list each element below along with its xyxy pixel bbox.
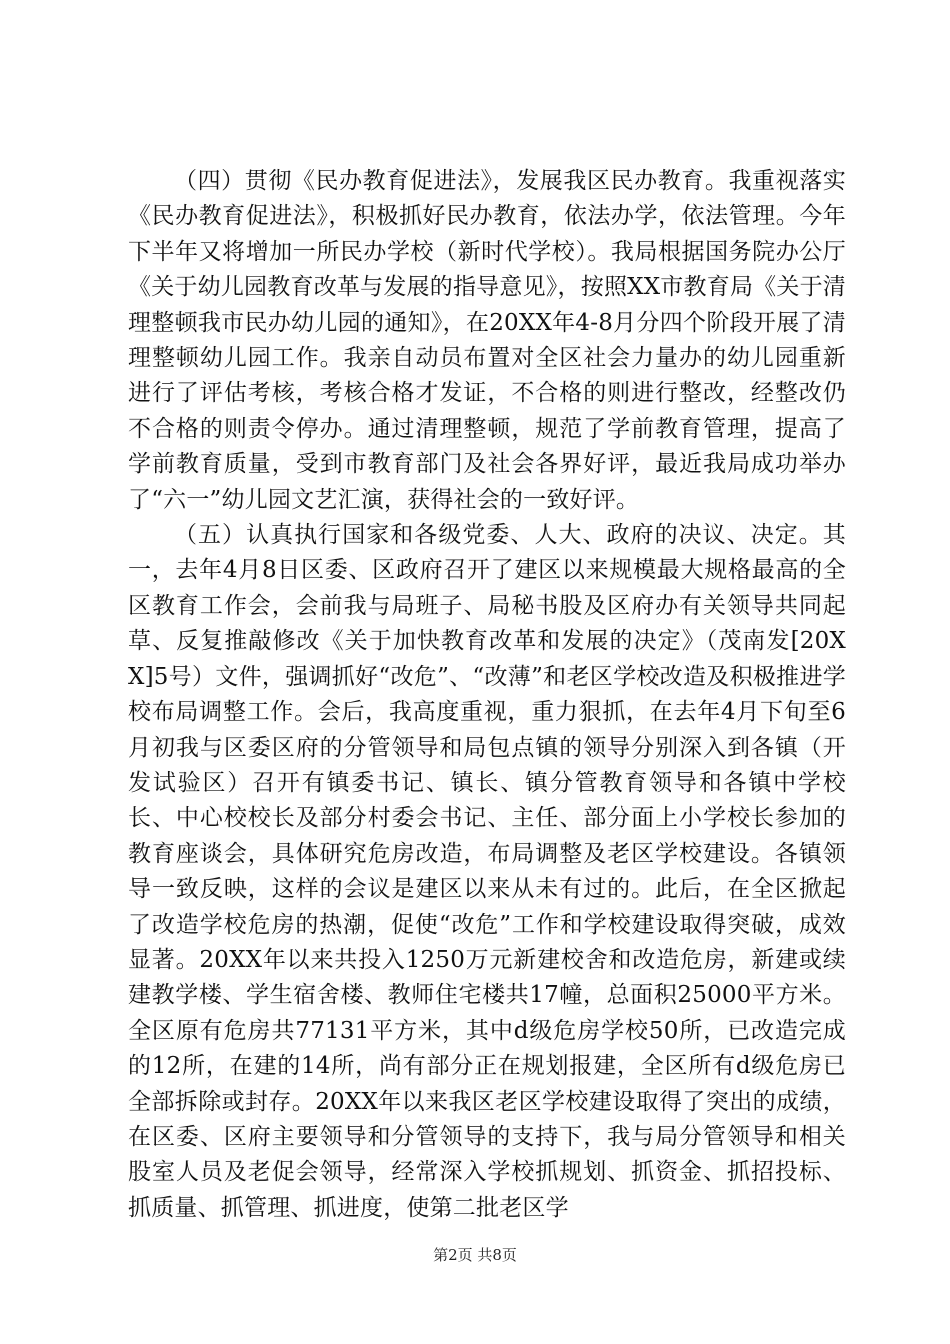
page-number-footer: 第2页 共8页	[433, 1246, 517, 1264]
paragraph-section-four: （四）贯彻《民办教育促进法》，发展我区民办教育。我重视落实《民办教育促进法》，积极抓好民办教育，依法办学，依法管理。今年下半年又将增加一所民办学校（新时代学校）。我局根据国务院办公厅《关于幼儿园教育改革与发展的指导意见》，按照XX市教育局《关于清理整顿我市民办幼儿园的通知》，在20XX年4-8月分四个阶段开展了清理整顿幼儿园工作。我亲自动员布置对全区社会力量办的幼儿园重新进行了评估考核，考核合格才发证，不合格的则进行整改，经整改仍不合格的则责令停办。通过清理整顿，规范了学前教育管理，提高了学前教育质量，受到市教育部门及社会各界好评，最近我局成功举办了“六一”幼儿园文艺汇演，获得社会的一致好评。	[128, 168, 846, 513]
document-body	[128, 164, 846, 1226]
paragraph-section-five: （五）认真执行国家和各级党委、人大、政府的决议、决定。其一，去年4月8日区委、区政府召开了建区以来规模最大规格最高的全区教育工作会，会前我与局班子、局秘书股及区府办有关领导共同起草、反复推敲修改《关于加快教育改革和发展的决定》（茂南发[20XX]5号）文件，强调抓好“改危”、“改薄”和老区学校改造及积极推进学校布局调整工作。会后，我高度重视，重力狠抓，在去年4月下旬至6月初我与区委区府的分管领导和局包点镇的领导分别深入到各镇（开发试验区）召开有镇委书记、镇长、镇分管教育领导和各镇中学校长、中心校校长及部分村委会书记、主任、部分面上小学校长参加的教育座谈会，具体研究危房改造，布局调整及老区学校建设。各镇领导一致反映，这样的会议是建区以来从未有过的。此后，在全区掀起了改造学校危房的热潮，促使“改危”工作和学校建设取得突破，成效显著。20XX年以来共投入1250万元新建校舍和改造危房，新建或续建教学楼、学生宿舍楼、教师住宅楼共17幢，总面积25000平方米。全区原有危房共77131平方米，其中d级危房学校50所，已改造完成的12所，在建的14所，尚有部分正在规划报建，全区所有d级危房已全部拆除或封存。20XX年以来我区老区学校建设取得了突出的成绩，在区委、区府主要领导和分管领导的支持下，我与局分管领导和相关股室人员及老促会领导，经常深入学校抓规划、抓资金、抓招投标、抓质量、抓管理、抓进度，使第二批老区学	[128, 522, 846, 1221]
